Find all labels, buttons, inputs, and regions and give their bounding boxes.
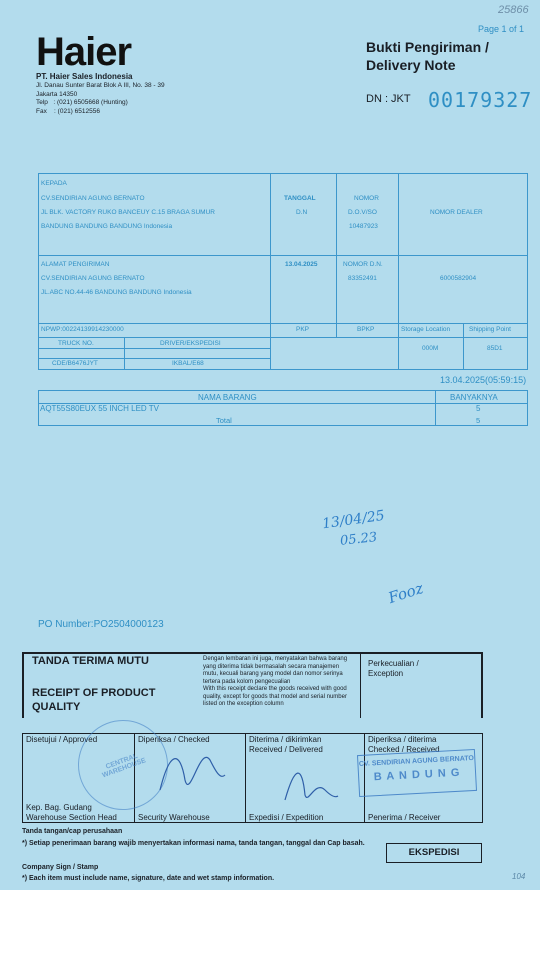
grid-line [463, 323, 464, 369]
grid-line [38, 173, 39, 369]
po-number: PO Number:PO2504000123 [38, 619, 164, 630]
shipping-point-label: Shipping Point [469, 326, 511, 333]
grid-line [38, 390, 39, 425]
nomor-dn-label: NOMOR D.N. [343, 261, 383, 268]
nama-barang-header: NAMA BARANG [198, 393, 257, 402]
handwritten-signature: Fooz [386, 578, 426, 608]
exception-label: Perkecualian / Exception [368, 659, 419, 678]
grid-line [435, 390, 436, 425]
grid-line [38, 390, 528, 391]
checked-label: Diperiksa / Checked [138, 735, 210, 744]
grid-line [398, 173, 399, 369]
item-qty: 5 [476, 404, 481, 413]
grid-line [527, 390, 528, 425]
signature-border [245, 733, 246, 823]
approved-label: Disetujui / Approved [26, 735, 98, 744]
truck-value: CDE/B6476JYT [52, 360, 98, 367]
handwritten-page-code: 104 [512, 872, 526, 881]
grid-line [270, 173, 271, 337]
tanda-terima-title: TANDA TERIMA MUTU [32, 655, 149, 667]
signature-border [22, 733, 23, 823]
grid-line [38, 337, 528, 338]
haier-logo: Haier [36, 30, 132, 74]
alamat-label: ALAMAT PENGIRIMAN [41, 261, 110, 268]
dealer-value: 6000582904 [440, 275, 477, 282]
document-title: Bukti Pengiriman / Delivery Note [366, 39, 489, 73]
handwritten-date: 13/04/25 [321, 507, 386, 533]
nomor-sub1: D.O.V/SO [348, 209, 377, 216]
dn-number: 00179327 [428, 88, 533, 112]
grid-line [38, 255, 528, 256]
print-timestamp: 13.04.2025(05:59:15) [440, 375, 527, 385]
pkp-label: PKP [296, 326, 310, 333]
receipt-quality-text: With this receipt declare the goods received with good quality, except for goods that model and serial number listed on the exception column [203, 686, 347, 707]
company-address: Jl. Danau Sunter Barat Blok A III, No. 38 - 39 Jakarta 14350 Telp : (021) 6505668 (Hunting) Fax : (021) 6512556 [36, 82, 165, 115]
nomor-label: NOMOR [354, 195, 379, 202]
grid-line [38, 173, 528, 174]
company-name: PT. Haier Sales Indonesia [36, 72, 133, 81]
section-rule [360, 652, 361, 718]
alamat-name: CV.SENDIRIAN AGUNG BERNATO [41, 275, 145, 282]
section-rule [22, 652, 483, 654]
grid-line [336, 173, 337, 337]
delivered-label: Diterima / dikirimkan Received / Delivered [249, 735, 323, 754]
expedition-signature [280, 760, 340, 810]
receipt-quality-title: RECEIPT OF PRODUCT QUALITY [32, 687, 156, 713]
tanggal-value: 13.04.2025 [285, 261, 318, 268]
expedition-label: Expedisi / Expedition [249, 813, 324, 822]
ekspedisi-box: EKSPEDISI [386, 843, 482, 863]
bpkp-label: BPKP [357, 326, 375, 333]
grid-line [124, 337, 125, 369]
receiver-checked-label: Diperiksa / diterima Checked / Received [368, 735, 440, 754]
nomor-sub2: 10487923 [349, 223, 378, 230]
security-signature [150, 740, 230, 800]
storage-location-label: Storage Location [401, 326, 451, 333]
nomor-dn-value: 83352491 [348, 275, 377, 282]
total-label: Total [216, 416, 232, 425]
storage-location-value: 000M [422, 345, 439, 352]
shipping-point-value: 85D1 [487, 345, 503, 352]
company-sign-label: Tanda tangan/cap perusahaan [22, 828, 123, 835]
section-rule [22, 652, 24, 718]
grid-line [38, 425, 528, 426]
banyaknya-header: BANYAKNYA [450, 393, 498, 402]
dn-label: DN : JKT [366, 93, 411, 105]
handwritten-time: 05.23 [339, 530, 378, 549]
section-rule [481, 652, 483, 718]
alamat-address: JL.ABC NO.44-46 BANDUNG BANDUNG Indonesia [41, 289, 192, 296]
receiver-label: Penerima / Receiver [368, 813, 441, 822]
tanggal-sub: D.N [296, 209, 308, 216]
company-stamp-label: Company Sign / Stamp [22, 864, 99, 871]
handwritten-doc-number: 25866 [498, 4, 529, 16]
kepada-address-line1: JL BLK. VACTORY RUKO BANCEUY C.15 BRAGA SUMUR [41, 209, 215, 216]
page-indicator: Page 1 of 1 [478, 24, 525, 34]
tanda-terima-text: Dengan lembaran ini juga, menyatakan bahwa barang yang diterima tidak bermasalah secara manajemen mutu, kecuali barang yang model dan nomor serinya tertera pada kolom pengecualian [203, 656, 348, 685]
grid-line [270, 337, 271, 369]
warehouse-stamp-text: CENTRAL WAREHOUSE [101, 752, 147, 780]
total-value: 5 [476, 416, 481, 425]
tanggal-label: TANGGAL [284, 195, 316, 202]
driver-value: IKBAL/E68 [172, 360, 204, 367]
truck-label: TRUCK NO. [58, 340, 94, 347]
npwp: NPWP:00224139914230000 [41, 326, 124, 333]
driver-label: DRIVER/EKSPEDISI [160, 340, 221, 347]
note-english: *) Each item must include name, signature, date and wet stamp information. [22, 875, 275, 882]
warehouse-head-label: Kep. Bag. Gudang Warehouse Section Head [26, 803, 117, 822]
note-indonesian: *) Setiap penerimaan barang wajib menyertakan informasi nama, tanda tangan, tanggal dan Cap basah. [22, 840, 365, 847]
signature-border [482, 733, 483, 823]
receiver-stamp-line1: CV. SENDIRIAN AGUNG BERNATO [358, 755, 475, 769]
kepada-label: KEPADA [41, 180, 67, 187]
kepada-name: CV.SENDIRIAN AGUNG BERNATO [41, 195, 145, 202]
receiver-stamp [357, 749, 477, 797]
security-warehouse-label: Security Warehouse [138, 813, 210, 822]
grid-line [527, 173, 528, 369]
dealer-label: NOMOR DEALER [430, 209, 483, 216]
kepada-address-line2: BANDUNG BANDUNG BANDUNG Indonesia [41, 223, 173, 230]
grid-line [38, 323, 528, 324]
item-name: AQT55S80EUX 55 INCH LED TV [40, 404, 160, 413]
grid-line [38, 369, 528, 370]
receiver-stamp-line2: B A N D U N G [373, 766, 461, 784]
